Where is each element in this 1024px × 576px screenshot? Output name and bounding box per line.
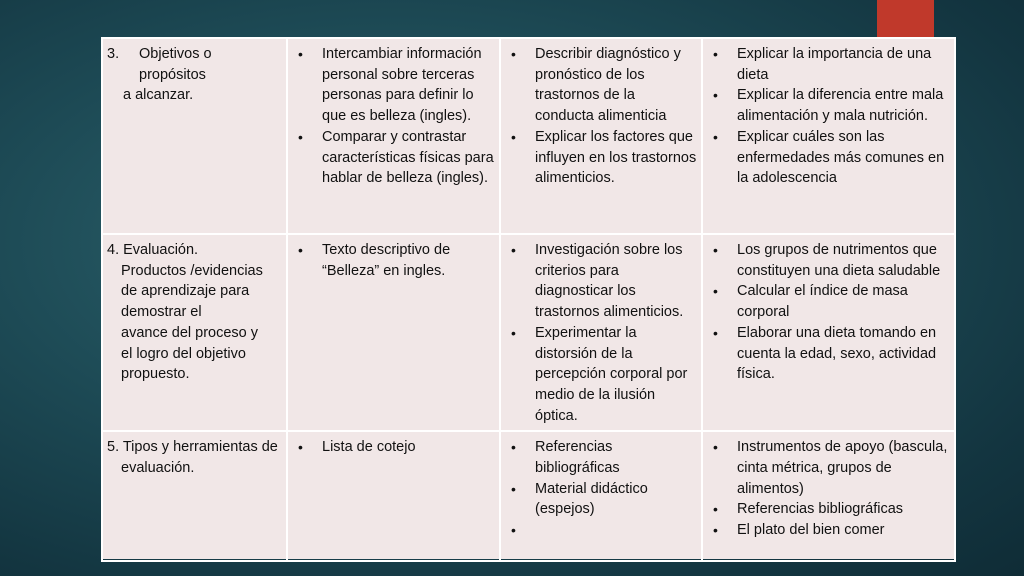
list-item: • Explicar cuáles son las enfermedades más comunes en la adolescencia (707, 127, 950, 189)
list-item: • Lista de cotejo (292, 437, 495, 458)
header-line: a alcanzar. (123, 87, 194, 104)
header-line: de aprendizaje para (121, 283, 250, 300)
list-item: • Explicar la diferencia entre mala alimentación y mala nutrición. (707, 85, 950, 126)
header-line: propósitos (139, 66, 206, 83)
list-item: • Explicar la importancia de una dieta (707, 44, 950, 85)
table-row-herramientas (102, 431, 955, 561)
cell-evaluacion-col4 (702, 234, 955, 431)
header-line: demostrar el (121, 304, 202, 321)
list-item: • Intercambiar información personal sobre terceras personas para definir lo que es belleza (ingles). (292, 44, 495, 127)
list-item: • Explicar los factores que influyen en los trastornos alimenticios. (505, 127, 697, 189)
header-line: Productos /evidencias (121, 262, 263, 279)
planning-table (101, 37, 956, 562)
list-item: • Calcular el índice de masa corporal (707, 281, 950, 322)
cell-objetivos-col2 (287, 38, 500, 234)
cell-objetivos-col4 (702, 38, 955, 234)
cell-herramientas-col4 (702, 431, 955, 561)
cell-objetivos-col3 (500, 38, 702, 234)
bullet-list (707, 44, 950, 189)
bullet-list (505, 437, 697, 541)
row-header-herramientas (102, 431, 287, 561)
list-item: • Describir diagnóstico y pronóstico de los trastornos de la conducta alimenticia (505, 44, 697, 127)
bullet-list (292, 240, 495, 281)
bullet-list (505, 44, 697, 189)
list-item: • Referencias bibliográficas (707, 499, 950, 520)
cell-herramientas-col2 (287, 431, 500, 561)
cell-herramientas-col3 (500, 431, 702, 561)
list-item: • Comparar y contrastar características físicas para hablar de belleza (ingles). (292, 127, 495, 189)
table-row-objetivos (102, 38, 955, 234)
row-header-evaluacion (102, 234, 287, 431)
bullet-list (505, 240, 697, 426)
header-line: Objetivos o (139, 46, 212, 62)
header-line: propuesto. (121, 366, 190, 383)
header-first-line (107, 44, 282, 65)
content-table-wrapper (101, 37, 954, 559)
header-line: 5. Tipos y herramientas de (107, 439, 278, 456)
list-item: • Investigación sobre los criterios para diagnosticar los trastornos alimenticios. (505, 240, 697, 323)
header-line: avance del proceso y (121, 324, 259, 341)
header-line: evaluación. (121, 460, 195, 477)
list-item: • Referencias bibliográficas (505, 437, 697, 478)
header-line: el logro del objetivo (121, 345, 246, 362)
bullet-list (292, 437, 495, 458)
list-item: • Instrumentos de apoyo (bascula, cinta métrica, grupos de alimentos) (707, 437, 950, 499)
list-item: • Experimentar la distorsión de la percepción corporal por medio de la ilusión óptica. (505, 323, 697, 427)
table-row-evaluacion (102, 234, 955, 431)
list-item: • Los grupos de nutrimentos que constituyen una dieta saludable (707, 240, 950, 281)
cell-evaluacion-col3 (500, 234, 702, 431)
header-line: 4. Evaluación. (107, 242, 199, 258)
list-number: 3. (107, 46, 120, 62)
row-header-objetivos (102, 38, 287, 234)
list-item-empty (505, 520, 697, 541)
list-item: • Material didáctico (espejos) (505, 479, 697, 520)
list-item: • El plato del bien comer (707, 520, 950, 541)
list-item: • Elaborar una dieta tomando en cuenta la edad, sexo, actividad física. (707, 323, 950, 385)
bullet-list (707, 437, 950, 541)
accent-bar (877, 0, 934, 37)
cell-evaluacion-col2 (287, 234, 500, 431)
list-item: • Texto descriptivo de “Belleza” en ingles. (292, 240, 495, 281)
bullet-list (292, 44, 495, 189)
bullet-list (707, 240, 950, 385)
